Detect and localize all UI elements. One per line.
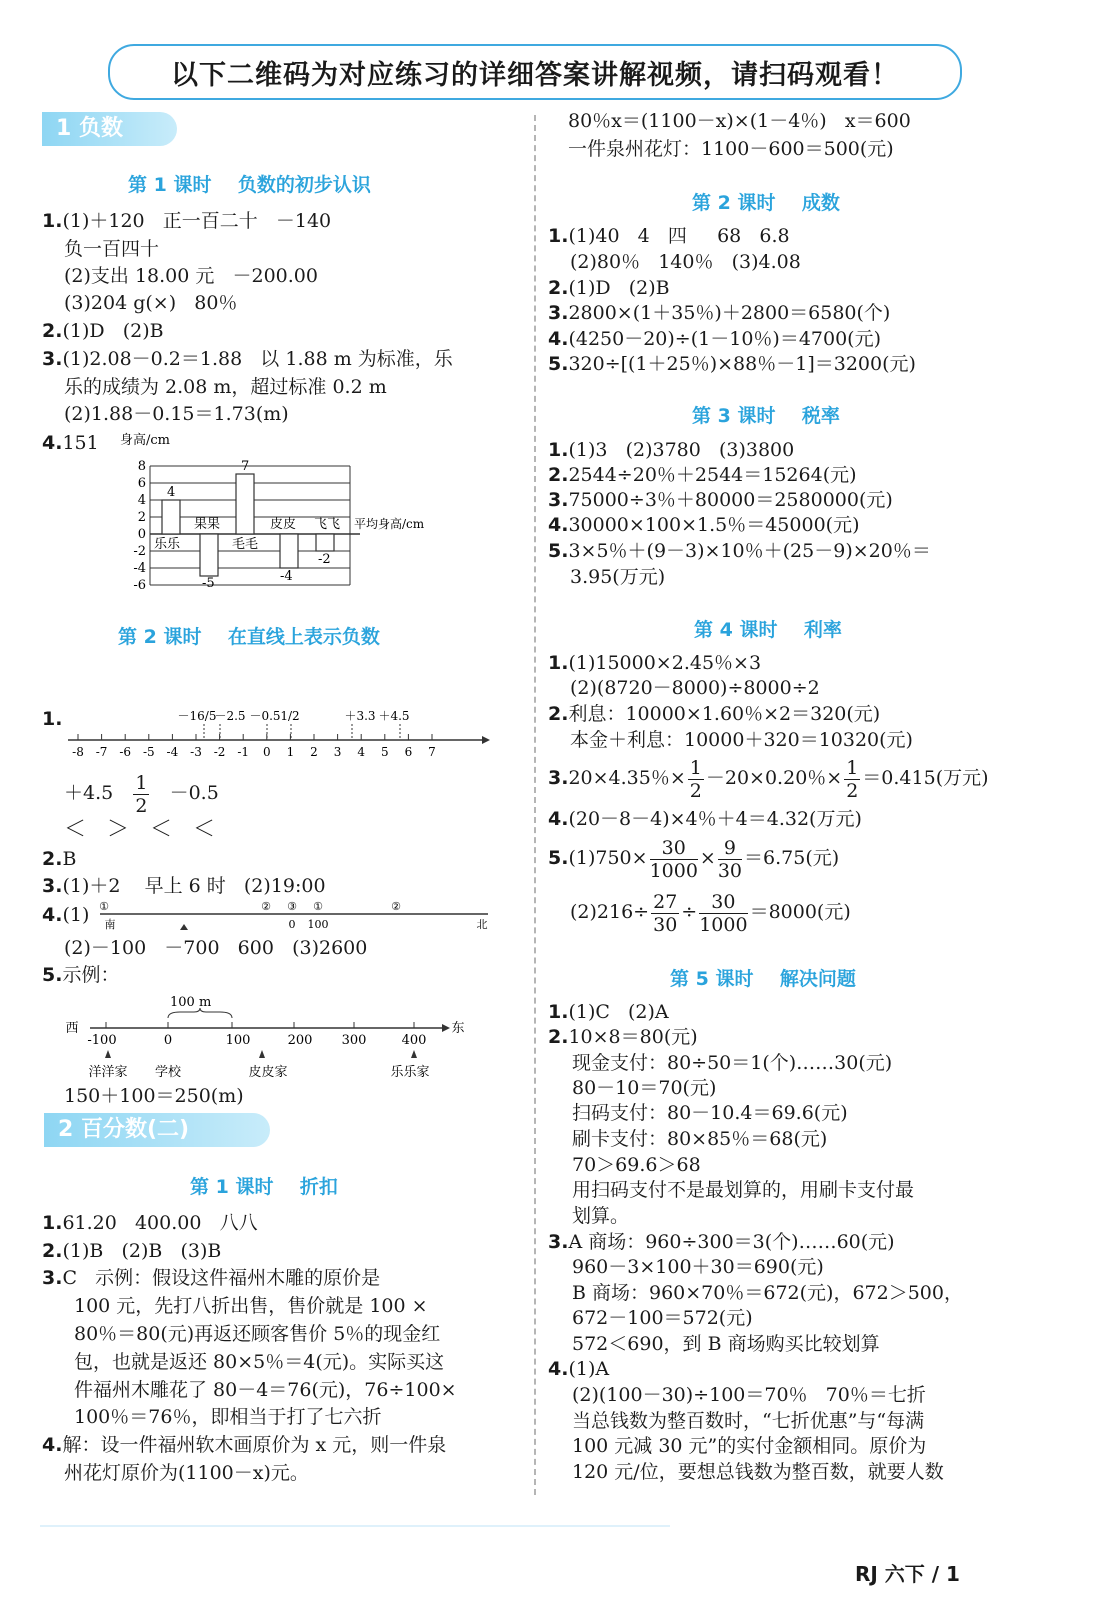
answer-line: 3.75000÷3％＋80000＝2580000(元) [548,489,893,511]
answer-line: 1.(1)15000×2.45％×3 [548,652,762,674]
axis-tick-label: 6 [404,745,413,759]
axis-tick: -100 [87,1033,117,1048]
point-label: ＋3.3 [344,709,376,723]
axis-tick-label: 2 [310,745,318,759]
answer-line: 本金＋利息：10000＋320＝10320(元) [570,729,913,751]
answer-line: 4.30000×100×1.5％＝45000(元) [548,514,860,536]
answer-line: 4.(1)A [548,1358,610,1380]
answer-line: (2)216÷ $\frac{27}{30}$ ÷ $\frac{30}{1000}$ ＝8000(元) [570,890,851,936]
qr-banner: 以下二维码为对应练习的详细答案讲解视频，请扫码观看！ [108,44,962,100]
bar-value: -5 [202,576,215,590]
bar-name: 果果 [194,517,221,532]
point-marker: ③ [287,900,297,913]
point-label: －2.5 [214,709,246,723]
axis-tick-label: -3 [190,745,202,759]
answer-line: (2)(100－30)÷100＝70％ 70％＝七折 [572,1384,926,1406]
fraction: $\frac{9}{30}$ [717,836,743,882]
lesson-title: 第 1 课时 折扣 [190,1176,338,1198]
answer-line: (3)204 g(×) 80％ [64,292,238,314]
answer-line: 当总钱数为整百数时，“七折优惠”与“每满 [572,1410,925,1432]
bottom-rule [40,1525,670,1527]
y-tick: 8 [137,459,146,474]
axis-tick-label: -4 [166,745,179,759]
answer-line: 5.(1)750× $\frac{30}{1000}$ × $\frac{9}{30}$ ＝6.75(元) [548,836,840,882]
answer-line: 4.(4250－20)÷(1－10％)＝4700(元) [548,328,881,350]
lesson-title: 第 1 课时 负数的初步认识 [128,174,371,196]
answer-line: 4.(20－8－4)×4％＋4＝4.32(万元) [548,808,862,830]
answer-line: (2)(8720－8000)÷8000÷2 [570,677,820,699]
answer-line: 扫码支付：80－10.4＝69.6(元) [572,1102,848,1124]
bar-value: 4 [167,485,176,500]
answer-line: 1. [42,708,63,730]
point-marker: ② [391,900,401,913]
axis-tick-label: 4 [357,745,366,759]
hundred-label: 100 [307,918,329,931]
bar-feifei [316,534,334,551]
y-tick: -6 [133,578,146,590]
answer-line: 包，也就是返还 80×5％＝4(元)。实际买这 [74,1351,445,1373]
point-label: －16/5 [177,709,217,723]
answer-line: 5.示例： [42,964,120,986]
axis-tick-label: -1 [237,745,250,759]
axis-tick-label: -2 [213,745,226,759]
point-label: ＋4.5 [378,709,410,723]
south-label: 南 [104,918,116,931]
y-tick: -4 [133,561,146,576]
lesson-title: 第 4 课时 利率 [694,619,842,641]
answer-line: 2.(1)D (2)B [548,277,670,299]
bar-name: 乐乐 [154,537,181,552]
lesson-title: 第 2 课时 在直线上表示负数 [118,626,380,648]
answer-line: B 商场：960×70％＝672(元)，672＞500， [572,1282,963,1304]
answer-line: 80％＝80(元)再返还顾客售价 5％的现金红 [74,1323,441,1345]
number-line-2 [96,898,496,934]
y-tick: -2 [133,544,146,559]
axis-tick: 200 [287,1033,313,1048]
bar-name: 飞飞 [314,517,341,532]
axis-tick: 0 [163,1033,173,1048]
answer-line: 100 元减 30 元”的实付金额相同。原价为 [572,1435,927,1457]
fraction: $\frac{30}{1000}$ [699,890,748,936]
question-number: 1. [42,210,63,232]
zero-label: 0 [288,918,296,931]
bar-value: -2 [318,552,331,567]
lesson-title: 第 5 课时 解决问题 [670,968,856,990]
place-label: 皮皮家 [248,1065,288,1080]
chart-xlabel: 平均身高/cm [354,517,425,531]
answer-line: 负一百四十 [64,238,160,260]
answer-line: 3.2800×(1＋35％)＋2800＝6580(个) [548,302,891,324]
point-marker: ① [99,900,109,913]
y-tick: 0 [137,527,146,542]
answer-line: 用扫码支付不是最划算的，用刷卡支付最 [572,1179,915,1201]
axis-tick: 400 [401,1033,427,1048]
answer-line: (2)1.88－0.15＝1.73(m) [64,403,289,425]
page-footer: RJ 六下 / 1 [855,1562,960,1586]
answer-line: 1.(1)C (2)A [548,1001,669,1023]
answer-line: 80％x＝(1100－x)×(1－4％) x＝600 [568,110,911,132]
number-line-3 [60,990,480,1086]
point-marker: ① [313,900,323,913]
answer-line: (2)－100 －700 600 (3)2600 [64,937,368,959]
axis-tick-label: -5 [142,745,155,759]
answer-line: 1.(1)3 (2)3780 (3)3800 [548,439,795,461]
answer-line: 划算。 [572,1205,630,1227]
west-label: 西 [65,1021,79,1036]
chart-ylabel: 身高/cm [120,433,170,448]
answer-line: 3.95(万元) [570,566,666,588]
answer-line: 4.解：设一件福州软木画原价为 x 元，则一件泉 [42,1434,447,1456]
axis-tick-label: 5 [380,745,389,759]
answer-line: 120 元/位，要想总钱数为整百数，就要人数 [572,1461,944,1483]
east-label: 东 [451,1021,465,1036]
fraction: $\frac{1}{2}$ [846,756,859,802]
axis-tick-label: 0 [262,745,271,759]
bar-value: 7 [241,459,250,474]
answer-line: 3.(1)＋2 早上 6 时 (2)19:00 [42,875,326,897]
y-tick: 2 [137,510,146,525]
unit-1-header: 1 负数 [42,112,177,146]
point-label: 1/2 [280,709,300,723]
axis-tick-label: -6 [119,745,132,759]
bar-guoguo [200,534,218,576]
place-label: 乐乐家 [390,1065,430,1080]
answer-line: 3.A 商场：960÷300＝3(个)……60(元) [548,1231,895,1253]
bar-name: 皮皮 [270,517,297,532]
span-label: 100 m [170,995,212,1010]
place-label: 洋洋家 [88,1065,128,1080]
answer-line: 州花灯原价为(1100－x)元。 [64,1462,309,1484]
answer-line: 2.10×8＝80(元) [548,1026,698,1048]
answer-line: 4.151 [42,432,99,454]
axis-tick-label: -8 [72,745,84,759]
answer-line: 2.2544÷20％＋2544＝15264(元) [548,464,857,486]
fraction: $\frac{1}{2}$ [689,756,702,802]
fraction: $\frac{1}{2}$ [135,771,148,817]
answer-line: 672－100＝572(元) [572,1307,753,1329]
column-divider [534,115,536,1495]
y-tick: 4 [137,493,146,508]
point-marker: ② [261,900,271,913]
answer-line: 1.(1)40 4 四 68 6.8 [548,225,790,247]
unit-2-header: 2 百分数(二) [44,1113,270,1147]
answer-line: 100 元，先打八折出售，售价就是 100 × [74,1295,428,1317]
fraction: $\frac{30}{1000}$ [649,836,698,882]
lesson-title: 第 2 课时 成数 [692,192,840,214]
axis-tick-label: 1 [286,745,295,759]
axis-tick: 100 [225,1033,251,1048]
answer-line: 2.B [42,848,77,870]
height-bar-chart [110,430,450,590]
answer-line: 2.(1)B (2)B (3)B [42,1240,222,1262]
north-label: 北 [476,918,488,931]
answer-line: 2.利息：10000×1.60％×2＝320(元) [548,703,881,725]
triangle-marker [180,924,188,930]
answer-line: 3.(1)2.08－0.2＝1.88 以 1.88 m 为标准，乐 [42,348,453,370]
answer-line: 现金支付：80÷50＝1(个)……30(元) [572,1052,893,1074]
answer-line: 3.20×4.35％× $\frac{1}{2}$ －20×0.20％× $\frac{1}{2}$ ＝0.415(万元) [548,756,989,802]
bar-lele [162,500,180,534]
answer-line: 5.3×5％＋(9－3)×10％＋(25－9)×20％＝ [548,540,931,562]
fraction: $\frac{27}{30}$ [653,890,678,936]
y-tick: 6 [137,476,146,491]
bar-pipi [280,534,298,568]
answer-line: 3.C 示例：假设这件福州木雕的原价是 [42,1267,381,1289]
axis-tick-label: -7 [95,745,108,759]
axis-tick: 300 [341,1033,367,1048]
answer-line: (2)支出 18.00 元 －200.00 [64,265,318,287]
bar-name: 毛毛 [232,537,259,552]
bar-maomao [236,474,254,534]
bar-value: -4 [280,569,293,584]
answer-line: 150＋100＝250(m) [64,1085,244,1107]
answer-line: (2)80％ 140％ (3)4.08 [570,251,801,273]
answer-line: 960－3×100＋30＝690(元) [572,1256,824,1278]
answer-line: 一件泉州花灯：1100－600＝500(元) [568,138,894,160]
answer-line: 件福州木雕花了 80－4＝76(元)，76÷100× [74,1379,457,1401]
answer-line: 乐的成绩为 2.08 m，超过标准 0.2 m [64,376,387,398]
axis-tick-label: 3 [333,745,342,759]
answer-line: 100％＝76％，即相当于打了七六折 [74,1406,382,1428]
point-label: －0.5 [249,709,281,723]
answer-line: 80－10＝70(元) [572,1077,717,1099]
answer-line: 2.(1)D (2)B [42,320,164,342]
answer-line: 5.320÷[(1＋25％)×88％－1]＝3200(元) [548,353,916,375]
answer-line: ＜ ＞ ＜ ＜ [64,817,215,842]
answer-line: 1.61.20 400.00 八八 [42,1212,258,1234]
lesson-title: 第 3 课时 税率 [692,405,840,427]
answer-line: 572＜690，到 B 商场购买比较划算 [572,1333,880,1355]
axis-tick-label: 7 [428,745,436,759]
answer-line: 刷卡支付：80×85％＝68(元) [572,1128,828,1150]
place-label: 学校 [154,1065,182,1080]
answer-line: 70＞69.6＞68 [572,1154,701,1176]
number-line-1 [64,700,494,770]
answer-line: ＋4.5 $\frac{1}{2}$ －0.5 [64,771,219,817]
answer-line: 4.(1) [42,904,90,926]
answer-line: 1.(1)＋120 正一百二十 －140 [42,210,332,232]
